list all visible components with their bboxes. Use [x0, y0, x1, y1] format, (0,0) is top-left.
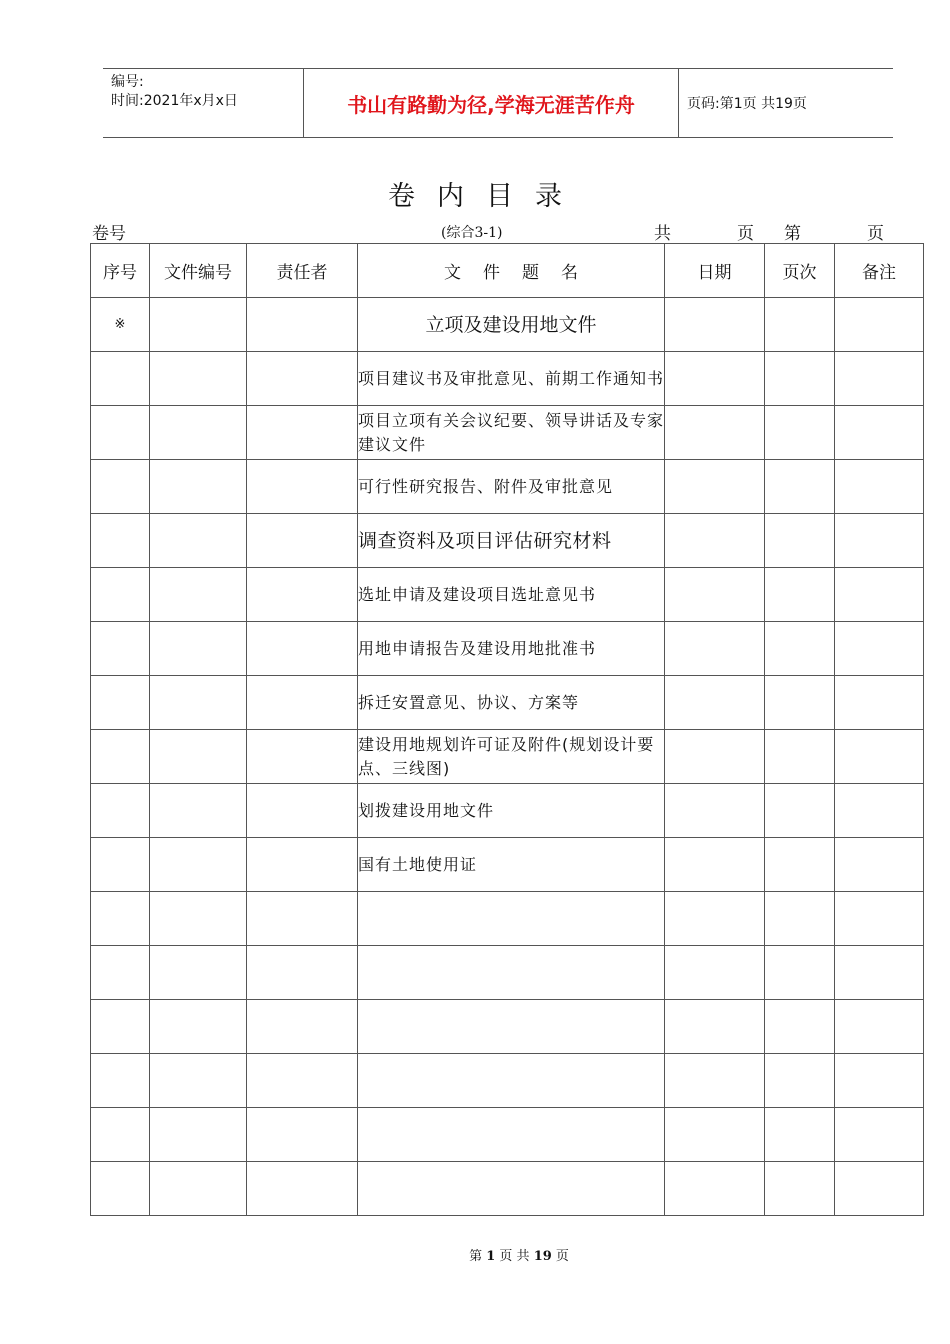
row-mark	[91, 1162, 150, 1216]
row-mark: ※	[91, 298, 150, 352]
footer-mid: 页 共	[499, 1249, 530, 1264]
header-slogan: 书山有路勤为径,学海无涯苦作舟	[303, 69, 679, 137]
col-responsible: 责任者	[247, 244, 358, 298]
table-row	[91, 568, 924, 622]
col-remark: 备注	[835, 244, 924, 298]
row-mark	[91, 676, 150, 730]
table-row	[91, 892, 924, 946]
nth-label: 第	[784, 224, 801, 244]
row-mark	[91, 514, 150, 568]
row-mark	[91, 946, 150, 1000]
row-title: 用地申请报告及建设用地批准书	[358, 622, 665, 676]
table-row	[91, 352, 924, 406]
col-seq: 序号	[91, 244, 150, 298]
row-title: 拆迁安置意见、协议、方案等	[358, 676, 665, 730]
row-title: 划拨建设用地文件	[358, 784, 665, 838]
row-mark	[91, 838, 150, 892]
row-title: 调查资料及项目评估研究材料	[358, 514, 665, 568]
table-row	[91, 622, 924, 676]
table-row	[91, 838, 924, 892]
row-mark	[91, 1000, 150, 1054]
row-title: 立项及建设用地文件	[358, 298, 665, 352]
row-title: 选址申请及建设项目选址意见书	[358, 568, 665, 622]
row-title: 建设用地规划许可证及附件(规划设计要点、三线图)	[358, 730, 665, 784]
col-file-title: 文件题名	[358, 244, 665, 298]
header-info	[103, 69, 303, 137]
table-row	[91, 1054, 924, 1108]
row-mark	[91, 892, 150, 946]
row-title	[358, 892, 665, 946]
row-mark	[91, 406, 150, 460]
row-mark	[91, 1108, 150, 1162]
table-row	[91, 406, 924, 460]
col-page: 页次	[765, 244, 835, 298]
row-title: 国有土地使用证	[358, 838, 665, 892]
table-header-row	[91, 244, 924, 298]
table-row	[91, 1000, 924, 1054]
row-title	[358, 946, 665, 1000]
nth-blank	[801, 225, 867, 244]
page-label: 页	[737, 224, 754, 244]
row-mark	[91, 568, 150, 622]
volume-number	[92, 219, 220, 244]
footer-suffix: 页	[555, 1249, 569, 1264]
total-label: 共	[654, 224, 671, 244]
table-row	[91, 298, 924, 352]
header-page-code: 页码:第1页 共19页	[687, 96, 807, 112]
catalog-table	[90, 243, 924, 1216]
table-row	[91, 1162, 924, 1216]
footer-page: 1	[486, 1249, 496, 1264]
time-label: 时间:2021年x月x日	[111, 93, 238, 109]
row-title	[358, 1162, 665, 1216]
footer-prefix: 第	[469, 1249, 483, 1264]
document-header	[103, 68, 893, 138]
volume-blank	[126, 225, 220, 244]
table-row	[91, 676, 924, 730]
total-blank	[671, 225, 737, 244]
page-title: 卷内目录	[388, 181, 584, 212]
row-mark	[91, 784, 150, 838]
col-date: 日期	[665, 244, 765, 298]
row-mark	[91, 352, 150, 406]
page-footer	[0, 1245, 950, 1264]
row-title: 可行性研究报告、附件及审批意见	[358, 460, 665, 514]
row-mark	[91, 622, 150, 676]
row-mark	[91, 1054, 150, 1108]
row-mark	[91, 460, 150, 514]
row-title	[358, 1108, 665, 1162]
form-code: (综合3-1)	[441, 225, 503, 241]
table-row	[91, 1108, 924, 1162]
table-row	[91, 514, 924, 568]
table-row	[91, 946, 924, 1000]
row-title	[358, 1000, 665, 1054]
row-mark	[91, 730, 150, 784]
volume-label: 卷号	[92, 224, 126, 244]
row-title	[358, 1054, 665, 1108]
page-count	[654, 219, 884, 244]
col-file-no: 文件编号	[150, 244, 247, 298]
number-label: 编号:	[111, 74, 144, 90]
page-label-2: 页	[867, 224, 884, 244]
row-title: 项目立项有关会议纪要、领导讲话及专家建议文件	[358, 406, 665, 460]
table-row	[91, 730, 924, 784]
row-title: 项目建议书及审批意见、前期工作通知书	[358, 352, 665, 406]
footer-total: 19	[533, 1249, 552, 1264]
table-row	[91, 784, 924, 838]
table-row	[91, 460, 924, 514]
